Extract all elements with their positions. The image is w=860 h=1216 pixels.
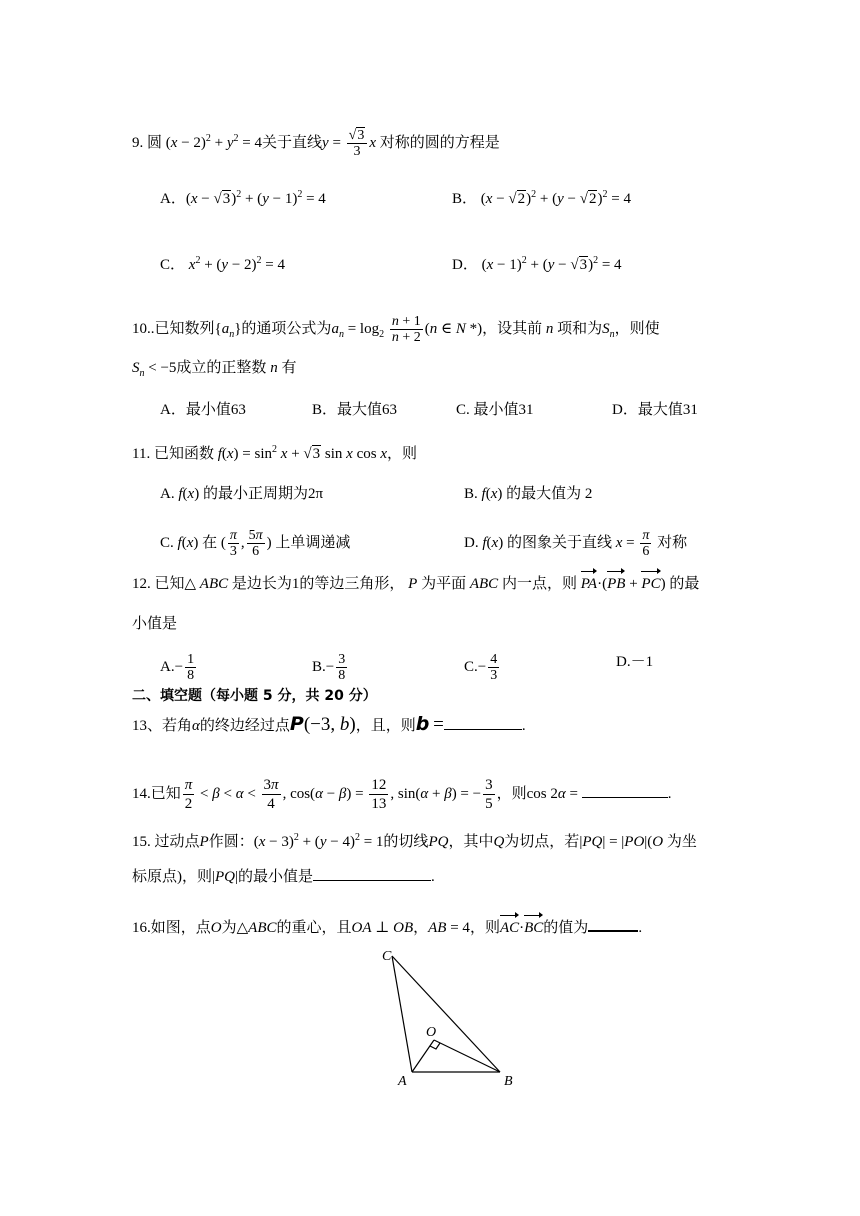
question-9 [132,128,500,159]
q15-text: 的最小值是 [238,869,314,885]
q13-answer-blank[interactable] [444,715,522,730]
question-13: 13、若角α的终边经过点P(−3, b)，且，则b = . [132,713,526,735]
q15-text: 标原点)，则 [132,869,212,885]
option-text: 的最小正周期为2π [202,486,324,502]
q11-option-b: B. f(x) 的最大值为 2 [464,486,593,502]
q10-option-c: C. 最小值31 [456,402,534,418]
q16-text: 的重心，且 [276,920,352,936]
q15-text: ，其中 [448,834,494,850]
q10-option-b: B．最大值63 [312,402,398,418]
q12-label: 12. 已知△ [132,576,197,592]
q10-label: 10..已知数列 [132,320,215,337]
q12-option-c: C.− $\frac{4}{3}$ [464,652,498,683]
q10-text: 的通项公式为 [241,320,332,337]
q11-label: 11. 已知函数 [132,446,214,462]
q12-text: 为平面 [421,576,467,592]
question-10-cont: $S_n < -5$成立的正整数 n 有 [132,360,297,379]
question-12-cont: 小值是 [132,616,178,632]
question-11 [132,440,417,464]
q9-option-c: C． $x^2 + (y - 2)^2 = 4$ [160,255,286,273]
q9-label: 9. 圆 [132,134,163,151]
label-c: C [382,949,392,964]
q11-option-a: A. f(x) 的最小正周期为2π [160,486,324,502]
q9-circle-eq: $(x - 2)^2 + y^2 = 4$ [165,132,263,151]
q15-text: 为切点，若 [504,834,580,850]
q12-option-b: B.− $\frac{3}{8}$ [312,652,346,683]
q10-formula: $a_n = \log_2$ $\frac{n + 1}{n + 2}$ (n ∈ N *) [331,314,483,345]
q11-option-c: C. f(x) 在 ( $\frac{\pi}{3}$ , $\frac{5\pi}{6}$ ) 上单调递减 [160,528,351,559]
q12-option-a: A.− $\frac{1}{8}$ [160,652,195,683]
q15-text: 作圆： [208,834,254,850]
q10-text: 成立的正整数 [176,360,267,376]
option-text: 对称 [657,534,688,551]
q12-text: 的最 [669,576,700,592]
q10-text: ，设其前 [482,320,543,337]
label-o: O [426,1025,437,1040]
option-text: 的图象关于直线 [506,534,612,551]
question-15: 15. 过动点P作圆：$(x - 3)^2 + (y - 4)^2 = 1$的切线PQ，其中Q为切点，若|PQ| = |PO|(O 为坐 [132,832,697,850]
q10-text: 项和为 [557,320,603,337]
q13-text: 13、若角 [132,718,193,734]
segment-ao [412,1040,434,1072]
q10-text: 有 [281,360,297,376]
option-text: 上单调递减 [275,534,351,551]
q16-answer-blank[interactable] [588,916,638,932]
q15-text: 的切线 [383,834,429,850]
question-14: 14.已知 $\frac{\pi}{2}$ < β < α < $\frac{3\pi}{4}$ , cos(α − β) = $\frac{12}{13}$ , sin(α + β) = − $\frac{3}{5}$ ，则cos 2α = . [132,777,672,812]
q15-answer-blank[interactable] [313,866,431,881]
section-heading: 二、填空题（每小题 5 分，共 20 分） [132,688,377,704]
q10-option-a: A．最小值63 [160,402,246,418]
q12-text: 是边长为1的等边三角形， [231,576,405,592]
q9-option-d: D． $(x - 1)^2 + (y - √3)^2 = 4$ [452,255,622,273]
segment-ob [434,1040,500,1072]
label-b: B [504,1074,513,1089]
option-label: D． [452,257,478,273]
q9-option-b: B． $(x - √2)^2 + (y - √2)^2 = 4$ [452,189,631,207]
question-15-cont: 标原点)，则|PQ|的最小值是 . [132,866,435,887]
q12-option-d: D.－1 [616,654,654,670]
edge-cb [392,956,500,1072]
q10-text: ，则使 [614,320,660,337]
option-label: B. [312,658,326,675]
q16-text: 为△ [221,920,249,936]
q16-text: 16.如图，点 [132,920,211,936]
q10-seq: $\{a_n\}$ [214,320,242,340]
question-16: 16.如图，点O为△ABC的重心，且OA ⊥ OB，AB = 4，则AC·BC的值为 . [132,916,642,938]
option-text: 在 [202,534,218,551]
q11-function: $f(x) = \sin^2 x + √3$ sin x cos x [217,444,387,462]
q16-text: ， [413,920,429,936]
triangle-figure [378,944,538,1094]
q16-text: 的值为 [543,920,589,936]
label-a: A [398,1074,407,1089]
q14-text: ，则 [496,785,527,802]
question-12: 12. 已知△ ABC 是边长为1的等边三角形， P 为平面 ABC 内一点，则 PA·(PB + PC) 的最 [132,576,700,592]
option-text: 的最大值为 2 [506,486,593,502]
q13-text: 的终边经过点 [199,718,290,734]
q9-text-end: 对称的圆的方程是 [379,134,500,151]
q9-line-eq: y = $\frac{√3}{3}$ x [322,128,377,159]
q12-text: 内一点，则 [501,576,577,592]
option-label: C. [464,658,478,675]
q9-text-mid: 关于直线 [262,134,323,151]
q11-option-d: D. f(x) 的图象关于直线 x = $\frac{\pi}{6}$ 对称 [464,528,688,559]
option-label: A. [160,658,175,675]
q15-text: 为坐 [666,834,697,850]
q15-text: 15. 过动点 [132,834,200,850]
q16-text: ，则 [469,920,500,936]
q9-option-a: A．$(x - √3)^2 + (y - 1)^2 = 4$ [160,189,326,207]
q14-text: 14.已知 [132,785,181,802]
option-label: B． [452,191,478,207]
q13-text: ，且，则 [355,718,416,734]
option-label: C． [160,257,186,273]
question-10: 10..已知数列$\{a_n\}$的通项公式为$a_n = \log_2$ $\frac{n + 1}{n + 2}$ (n ∈ N *)，设其前 n 项和为$S_n$，则使 [132,314,660,345]
option-label: A． [160,191,186,207]
q10-option-d: D．最大值31 [612,402,698,418]
q14-answer-blank[interactable] [582,783,668,798]
q11-text: ，则 [387,446,418,462]
